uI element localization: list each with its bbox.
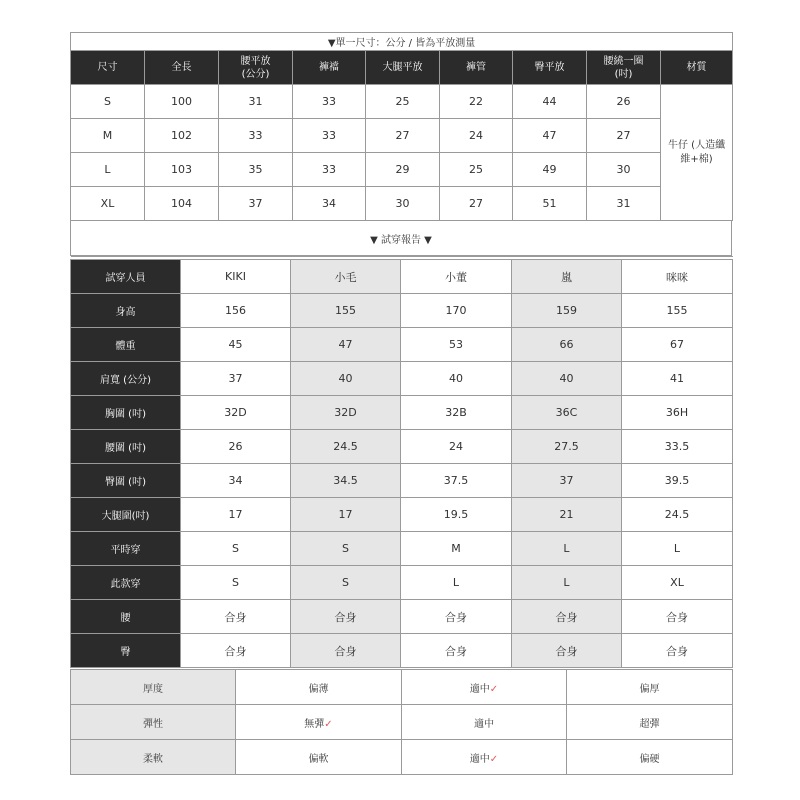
size-value: 37 (219, 187, 293, 221)
fit-value: 合身 (181, 600, 291, 634)
feel-option (236, 670, 402, 705)
fit-row-label: 肩寬 (公分) (71, 362, 181, 396)
size-value: 31 (219, 85, 293, 119)
fit-person-name: KIKI (181, 260, 291, 294)
size-value: 102 (145, 119, 219, 153)
feel-option (402, 670, 567, 705)
feel-label: 厚度 (71, 670, 236, 705)
feel-option-text: 偏厚 (639, 683, 660, 695)
fit-row (71, 464, 733, 498)
feel-label: 彈性 (71, 705, 236, 740)
fit-value: 17 (291, 498, 401, 532)
feel-option-text: 無彈 (304, 718, 325, 730)
fit-value: 37.5 (401, 464, 512, 498)
size-header-cell: 大腿平放 (366, 51, 440, 85)
fit-value: 33.5 (622, 430, 733, 464)
product-size-sheet (70, 32, 732, 775)
fit-value: 155 (622, 294, 733, 328)
size-row (71, 119, 733, 153)
fit-row (71, 600, 733, 634)
fit-value: L (622, 532, 733, 566)
fit-value: 27.5 (512, 430, 622, 464)
size-row (71, 85, 733, 119)
feel-option (567, 705, 733, 740)
size-value: 29 (366, 153, 440, 187)
fit-row (71, 362, 733, 396)
fit-value: 17 (181, 498, 291, 532)
size-value: 27 (366, 119, 440, 153)
fit-value: 36C (512, 396, 622, 430)
fit-value: 34.5 (291, 464, 401, 498)
fit-value: L (401, 566, 512, 600)
fit-value: 合身 (181, 634, 291, 668)
size-label: XL (71, 187, 145, 221)
fit-value: S (291, 566, 401, 600)
fit-report-table (70, 256, 733, 668)
feel-option (236, 705, 402, 740)
size-value: 103 (145, 153, 219, 187)
fit-value: 53 (401, 328, 512, 362)
fit-row-label: 大腿圍(吋) (71, 498, 181, 532)
size-value: 33 (219, 119, 293, 153)
size-value: 27 (440, 187, 513, 221)
fit-header-label: 試穿人員 (71, 260, 181, 294)
size-value: 31 (587, 187, 661, 221)
fit-row (71, 566, 733, 600)
fit-row (71, 532, 733, 566)
fit-value: S (291, 532, 401, 566)
feel-option (236, 740, 402, 775)
size-header-cell: 褲襠 (293, 51, 366, 85)
checkmark-icon: ✓ (489, 753, 499, 765)
size-value: 51 (513, 187, 587, 221)
fit-value: 36H (622, 396, 733, 430)
feel-option-text: 偏軟 (308, 753, 329, 765)
size-value: 24 (440, 119, 513, 153)
fabric-feel-table (70, 669, 733, 775)
size-table-header-row (71, 51, 733, 85)
fit-header-row (71, 260, 733, 294)
fit-value: 合身 (291, 634, 401, 668)
size-value: 33 (293, 85, 366, 119)
fit-value: 32D (181, 396, 291, 430)
size-value: 104 (145, 187, 219, 221)
feel-option (567, 670, 733, 705)
fit-value: 19.5 (401, 498, 512, 532)
fit-value: 合身 (512, 634, 622, 668)
size-value: 22 (440, 85, 513, 119)
fit-row-label: 臀 (71, 634, 181, 668)
fit-value: 24.5 (622, 498, 733, 532)
fit-value: S (181, 532, 291, 566)
fit-value: 155 (291, 294, 401, 328)
feel-row (71, 740, 733, 775)
size-row (71, 187, 733, 221)
fit-value: 合身 (622, 634, 733, 668)
size-label: S (71, 85, 145, 119)
fit-value: 40 (401, 362, 512, 396)
feel-option-text: 超彈 (639, 718, 660, 730)
fit-row-label: 此款穿 (71, 566, 181, 600)
feel-option (567, 740, 733, 775)
size-table-title: ▼單一尺寸：公分 / 皆為平放測量 (71, 33, 733, 51)
feel-option-text: 偏硬 (639, 753, 660, 765)
size-value: 30 (587, 153, 661, 187)
fit-person-name: 小毛 (291, 260, 401, 294)
fit-person-name: 嵐 (512, 260, 622, 294)
feel-label: 柔軟 (71, 740, 236, 775)
feel-row (71, 705, 733, 740)
size-value: 25 (440, 153, 513, 187)
fit-person-name: 咪咪 (622, 260, 733, 294)
feel-option-text: 偏薄 (308, 683, 329, 695)
size-table (70, 32, 733, 221)
size-label: L (71, 153, 145, 187)
fit-row (71, 328, 733, 362)
fit-value: 156 (181, 294, 291, 328)
fit-value: 66 (512, 328, 622, 362)
fit-value: 45 (181, 328, 291, 362)
fit-value: 170 (401, 294, 512, 328)
fit-value: 合身 (401, 634, 512, 668)
fit-row (71, 634, 733, 668)
size-value: 34 (293, 187, 366, 221)
fit-value: 32B (401, 396, 512, 430)
fit-report-title: ▼ 試穿報告 ▼ (70, 221, 732, 256)
fit-value: 32D (291, 396, 401, 430)
fit-value: 40 (512, 362, 622, 396)
fit-value: 47 (291, 328, 401, 362)
feel-option-text: 適中 (469, 753, 490, 765)
fit-value: 37 (181, 362, 291, 396)
fit-value: 159 (512, 294, 622, 328)
fit-person-name: 小董 (401, 260, 512, 294)
size-header-cell: 腰平放 (公分) (219, 51, 293, 85)
size-header-cell: 材質 (661, 51, 733, 85)
fit-value: 34 (181, 464, 291, 498)
feel-option (402, 705, 567, 740)
fit-row-label: 體重 (71, 328, 181, 362)
size-value: 27 (587, 119, 661, 153)
fit-value: 21 (512, 498, 622, 532)
size-header-cell: 褲管 (440, 51, 513, 85)
feel-option (402, 740, 567, 775)
fit-value: 24 (401, 430, 512, 464)
material-cell: 牛仔 (人造纖維+棉) (661, 85, 733, 221)
size-value: 33 (293, 119, 366, 153)
size-value: 25 (366, 85, 440, 119)
fit-value: 40 (291, 362, 401, 396)
fit-value: S (181, 566, 291, 600)
fit-value: 合身 (622, 600, 733, 634)
fit-row (71, 498, 733, 532)
fit-value: 37 (512, 464, 622, 498)
fit-value: 合身 (401, 600, 512, 634)
fit-value: 合身 (512, 600, 622, 634)
size-value: 49 (513, 153, 587, 187)
size-header-cell: 全長 (145, 51, 219, 85)
size-header-cell: 尺寸 (71, 51, 145, 85)
fit-value: 合身 (291, 600, 401, 634)
fit-row (71, 396, 733, 430)
size-value: 33 (293, 153, 366, 187)
fit-value: 24.5 (291, 430, 401, 464)
feel-row (71, 670, 733, 705)
fit-value: L (512, 532, 622, 566)
fit-value: M (401, 532, 512, 566)
fit-value: 39.5 (622, 464, 733, 498)
fit-value: 26 (181, 430, 291, 464)
checkmark-icon: ✓ (489, 683, 499, 695)
feel-option-text: 適中 (474, 718, 494, 730)
fit-value: 41 (622, 362, 733, 396)
fit-row-label: 臀圍 (吋) (71, 464, 181, 498)
fit-value: L (512, 566, 622, 600)
size-value: 44 (513, 85, 587, 119)
fit-value: 67 (622, 328, 733, 362)
fit-row-label: 腰 (71, 600, 181, 634)
fit-row-label: 胸圍 (吋) (71, 396, 181, 430)
fit-row-label: 平時穿 (71, 532, 181, 566)
fit-row-label: 腰圍 (吋) (71, 430, 181, 464)
fit-row (71, 294, 733, 328)
size-value: 26 (587, 85, 661, 119)
size-value: 100 (145, 85, 219, 119)
fit-value: XL (622, 566, 733, 600)
checkmark-icon: ✓ (324, 718, 333, 730)
size-value: 35 (219, 153, 293, 187)
size-value: 30 (366, 187, 440, 221)
fit-row (71, 430, 733, 464)
size-header-cell: 臀平放 (513, 51, 587, 85)
size-header-cell: 腰繞一圈 (吋) (587, 51, 661, 85)
fit-row-label: 身高 (71, 294, 181, 328)
size-row (71, 153, 733, 187)
feel-option-text: 適中 (469, 683, 490, 695)
size-label: M (71, 119, 145, 153)
size-value: 47 (513, 119, 587, 153)
